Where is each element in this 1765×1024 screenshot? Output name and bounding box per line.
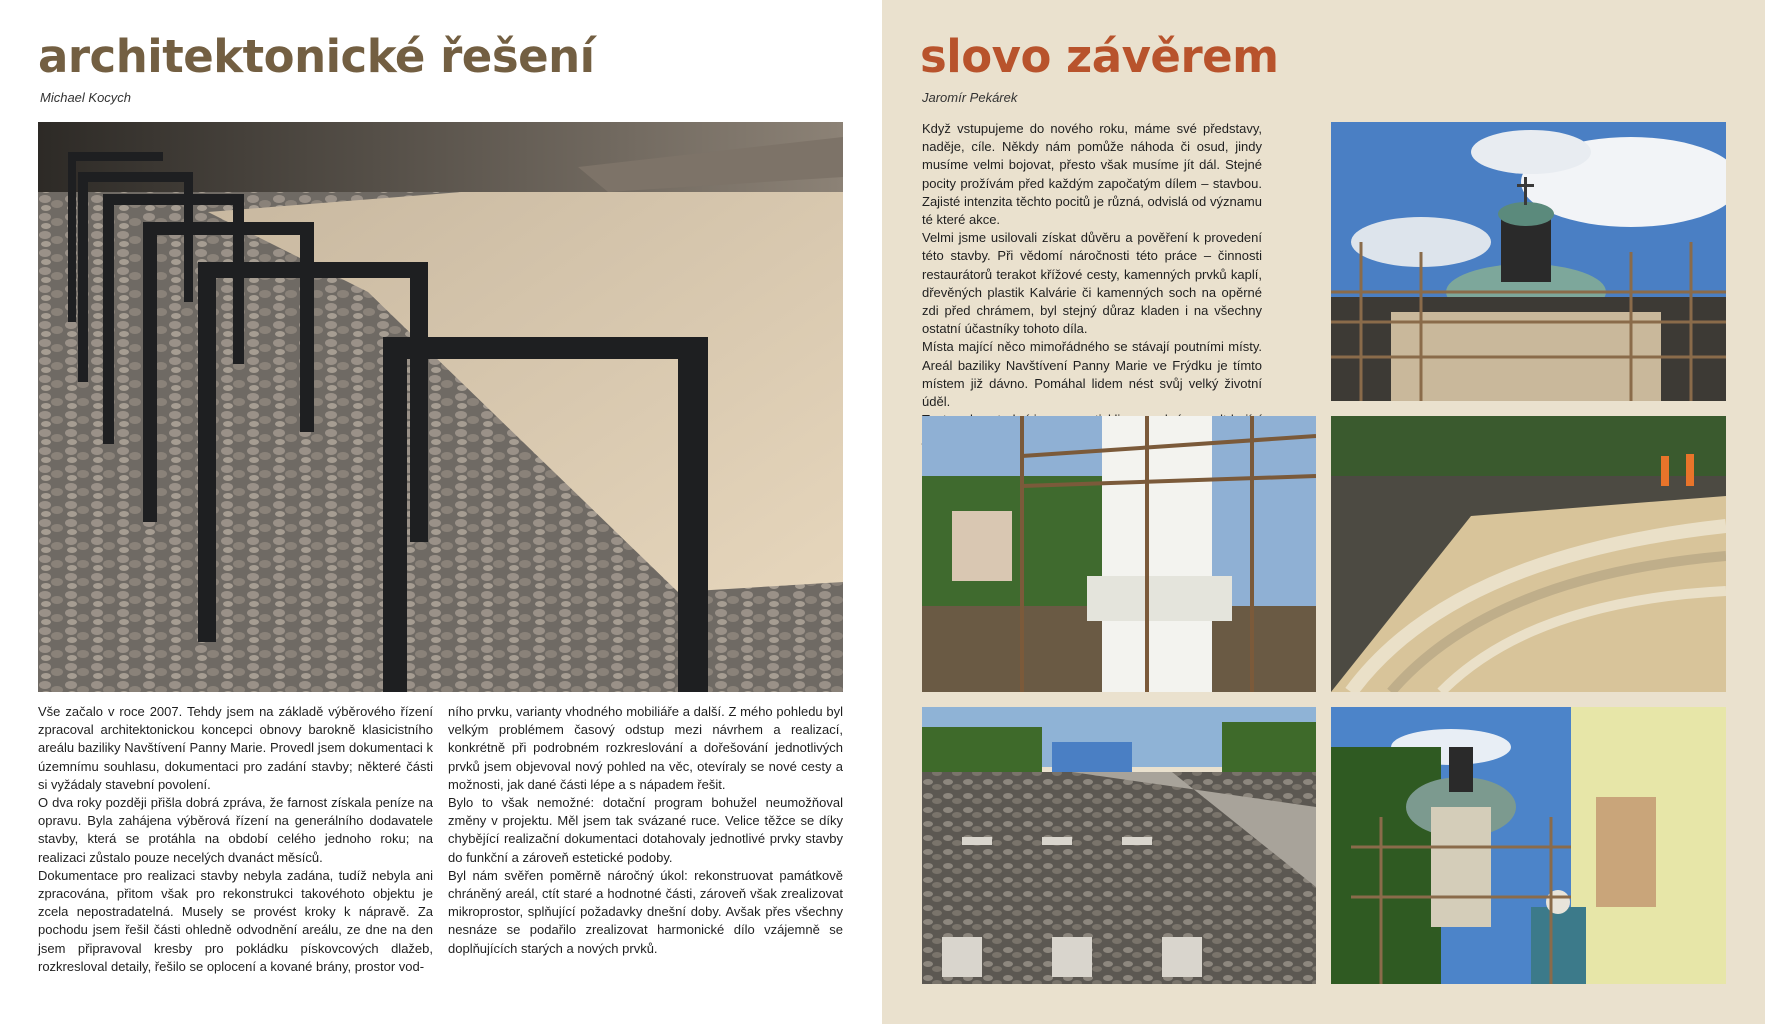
- right-page-title: slovo závěrem: [920, 30, 1279, 83]
- paragraph: Velmi jsme usilovali získat důvěru a pověření k provedení této stavby. Při vědomí náročnosti této práce – činnosti restaurátorů terakot křížové cesty, kamenných prvků kaplí, dřevěných plastik Kalvárie či kamenných soch na opěrné zdi před chrámem, byl stejný důraz kladen i na všechny ostatní účastníky tohoto díla.: [922, 230, 1262, 337]
- left-text-column-2: [448, 703, 843, 958]
- paragraph: Když vstupujeme do nového roku, máme své představy, naděje, cíle. Někdy nám pomůže náhoda či osud, jindy musíme velmi bojovat, přesto však musíme jít dál. Stejné pocity prožívám před každým započatým dílem – stavbou. Zajisté intenzita těchto pocitů je různá, odvislá od významu té které akce.: [922, 121, 1262, 228]
- right-text-column: [922, 120, 1262, 448]
- left-page-author: Michael Kocych: [40, 90, 132, 105]
- paragraph: Dokumentace pro realizaci stavby nebyla zadána, tudíž nebyla ani zpracována, přitom však pro rekonstrukci takovéhoto objektu je zcela nepostradatelná. Musely se provést kroky k nápravě. Za pochodu jsem řešil části ohledně odvodnění areálu, ze dne na den jsem připravoval kresby pro pokládku pískovcových dlažeb, rozkresloval detaily, řešilo se oplocení a kované brány, prostor vod-: [38, 867, 433, 974]
- photo-steel-bollards-cobblestones: [38, 122, 843, 692]
- left-page-title: architektonické řešení: [38, 30, 595, 83]
- photo-chapel-scaffolding: [1331, 122, 1726, 401]
- left-page: [0, 0, 882, 1024]
- paragraph: Vše začalo v roce 2007. Tehdy jsem na základě výběrového řízení zpracoval architektonickou koncepci obnovy barokně klasicistního areálu baziliky Navštívení Panny Marie. Provedl jsem dokumentaci k územnímu souhlasu, dokumentaci pro zadání stavby; některé části si vyžádaly stavební povolení.: [38, 704, 433, 792]
- photo-dome-worker: [1331, 707, 1726, 984]
- right-page-author: Jaromír Pekárek: [922, 90, 1018, 105]
- photo-cobblestone-construction: [922, 707, 1316, 984]
- photo-pillar-scaffolding: [922, 416, 1316, 692]
- paragraph: O dva roky později přišla dobrá zpráva, že farnost získala peníze na opravu. Byla zahájena výběrová řízení na generálního dodavatele stavby, která se protáhla na období celého jednoho roku; na realizaci zůstalo pouze necelých dvanáct měsíců.: [38, 795, 433, 865]
- left-text-column-1: [38, 703, 433, 976]
- paragraph: Místa mající něco mimořádného se stávají poutními místy. Areál baziliky Navštívení Panny Marie ve Frýdku je tímto místem již dávno. Pomáhal lidem nést svůj velký životní úděl.: [922, 339, 1262, 410]
- paragraph: Byl nám svěřen poměrně náročný úkol: rekonstruovat památkově chráněný areál, ctít staré a hodnotné části, zároveň však zrealizovat mikroprostor, splňující požadavky dnešní doby. Avšak přes všechny nesnáze se podařilo zrealizovat harmonické dílo vzájemně se doplňujících starých a nových prvků.: [448, 867, 843, 956]
- photo-curved-stone-steps: [1331, 416, 1726, 692]
- paragraph: ního prvku, varianty vhodného mobiliáře a další. Z mého pohledu byl velkým problémem časový odstup mezi návrhem a realizací, konkrétně při podrobném rozkreslování a dořešování jednotlivých prvků jsem objevoval nový pohled na věc, otevíraly se nové cesty a možnosti, jak dané části lépe a s nápadem řešit.: [448, 704, 843, 792]
- paragraph: Bylo to však nemožné: dotační program bohužel neumožňoval změny v projektu. Měl jsem tak svázané ruce. Velice těžce se díky chybějící realizační dokumentaci dotahovaly jednotlivé prvky stavby do funkční a zároveň estetické podoby.: [448, 795, 843, 865]
- right-page: [882, 0, 1765, 1024]
